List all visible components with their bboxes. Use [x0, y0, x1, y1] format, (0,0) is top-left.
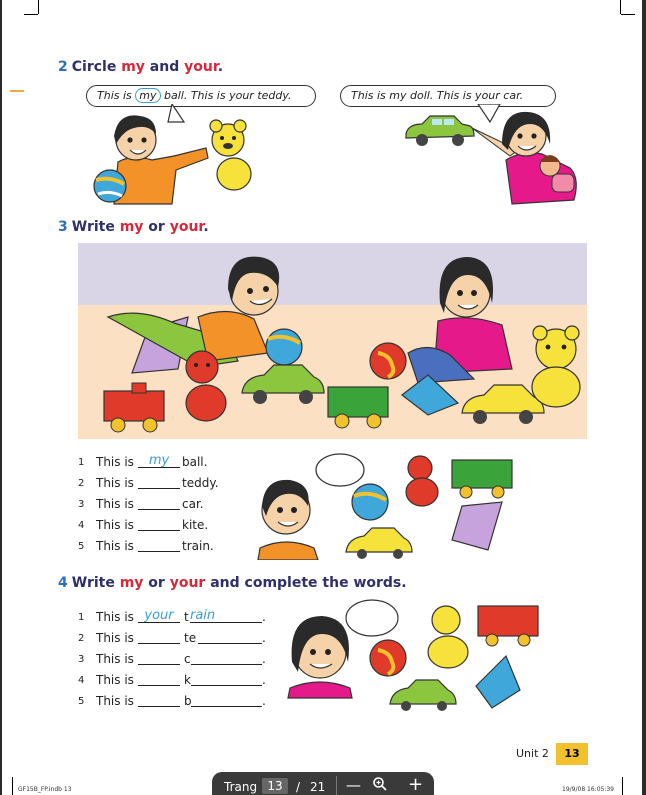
print-slug-file: GF15B_FP.indb 13 — [18, 786, 72, 793]
item-number: 4 — [78, 520, 85, 531]
teddy-icon — [210, 120, 251, 190]
item-number: 1 — [78, 457, 85, 468]
crop-mark — [38, 0, 39, 14]
crop-mark — [24, 14, 38, 15]
exercise-number: 2 — [58, 59, 68, 75]
title-text: or — [143, 219, 170, 235]
item-number: 4 — [78, 675, 85, 686]
print-slug-date: 19/9/08 16:05:39 — [562, 786, 614, 793]
exercise-3-sentences — [78, 455, 248, 565]
exercise-4-title — [58, 575, 407, 591]
ball-icon — [370, 343, 406, 379]
thought-bubble-icon — [346, 600, 398, 636]
total-pages: 21 — [310, 780, 326, 794]
girl-with-car-and-doll-illustration — [402, 104, 592, 208]
keyword-your: your — [184, 59, 218, 75]
sentence-stem: This is — [96, 673, 134, 687]
item-number: 2 — [78, 478, 85, 489]
bubble-text: This is — [97, 89, 136, 102]
sentence-stem: This is — [96, 652, 134, 666]
sentence-word: ball. — [182, 455, 208, 469]
toolbar-divider — [336, 776, 337, 795]
current-page-input[interactable]: 13 — [262, 778, 288, 794]
girl-thinking-about-toys-illustration — [280, 598, 550, 724]
title-text: or — [143, 575, 170, 591]
keyword-your: your — [169, 575, 206, 591]
sentence-word: car. — [182, 497, 204, 511]
word-start-letter: b — [184, 694, 192, 708]
answer-blank[interactable] — [138, 497, 180, 510]
unit-label: Unit 2 — [516, 747, 549, 760]
title-text: . — [217, 59, 224, 75]
answer-blank[interactable] — [138, 539, 180, 552]
car-icon — [346, 528, 412, 559]
children-with-toys-scene — [78, 243, 587, 439]
sentence-end: . — [262, 631, 266, 645]
page-separator: / — [296, 780, 301, 794]
title-text: and complete the words. — [205, 575, 407, 591]
item-number: 1 — [78, 612, 85, 623]
crop-mark — [620, 0, 621, 14]
answer-blank[interactable] — [138, 694, 180, 707]
sentence-stem: This is — [96, 539, 134, 553]
word-start-letter: k — [184, 673, 191, 687]
sentence-end: . — [262, 673, 266, 687]
page-label: Trang — [224, 780, 258, 794]
sentence-end: . — [262, 694, 266, 708]
crop-mark — [621, 14, 635, 15]
kite-icon — [452, 502, 502, 550]
ball-icon — [352, 484, 388, 520]
train-icon — [452, 460, 512, 498]
teddy-icon — [406, 456, 438, 506]
keyword-my: my — [119, 575, 144, 591]
keyword-my: my — [119, 219, 144, 235]
exercise-3-title — [58, 219, 209, 235]
circled-word: my — [135, 88, 160, 103]
sentence-stem: This is — [96, 610, 134, 624]
filled-completion: rain — [190, 608, 216, 623]
filled-answer: your — [144, 608, 174, 623]
sentence-stem: This is — [96, 455, 134, 469]
word-start-letter: te — [184, 631, 197, 645]
sentence-end: . — [262, 610, 266, 624]
zoom-out-button[interactable]: — — [346, 776, 361, 794]
word-blank[interactable] — [198, 631, 262, 644]
page-navigation-toolbar — [212, 772, 434, 795]
item-number: 5 — [78, 541, 85, 552]
sentence-stem: This is — [96, 497, 134, 511]
sentence-stem: This is — [96, 518, 134, 532]
textbook-page — [2, 0, 642, 795]
keyword-my: my — [121, 59, 145, 75]
bubble-pointer — [168, 104, 184, 122]
page-number-badge: 13 — [556, 743, 588, 765]
word-start-letter: c — [184, 652, 191, 666]
answer-blank[interactable] — [138, 673, 180, 686]
title-text: Circle — [71, 59, 122, 75]
item-number: 2 — [78, 633, 85, 644]
answer-blank[interactable] — [138, 476, 180, 489]
title-text: and — [144, 59, 185, 75]
exercise-number: 3 — [58, 219, 68, 235]
exercise-number: 4 — [58, 575, 68, 591]
thought-bubble-icon — [316, 454, 364, 486]
sentence-word: teddy. — [182, 476, 219, 490]
car-icon — [390, 680, 456, 711]
filled-answer: my — [148, 453, 170, 468]
answer-blank[interactable] — [138, 652, 180, 665]
keyword-your: your — [169, 219, 204, 235]
bubble-text: This is my doll. This is your car. — [351, 89, 524, 102]
zoom-magnifier-icon[interactable] — [372, 776, 388, 795]
kite-icon — [476, 656, 520, 708]
word-blank[interactable] — [191, 652, 262, 665]
sentence-stem: This is — [96, 631, 134, 645]
exercise-4-sentences — [78, 610, 278, 720]
sentence-stem: This is — [96, 694, 134, 708]
train-icon — [478, 606, 538, 646]
zoom-in-button[interactable]: + — [408, 774, 424, 795]
crop-mark — [622, 777, 623, 795]
bubble-text: ball. This is your teddy. — [160, 89, 292, 102]
crop-mark — [12, 777, 13, 795]
item-number: 3 — [78, 499, 85, 510]
sentence-stem: This is — [96, 476, 134, 490]
boy-thinking-about-toys-illustration — [252, 450, 522, 560]
ball-icon — [370, 640, 406, 676]
sentence-word: train. — [182, 539, 214, 553]
word-blank[interactable] — [191, 673, 262, 686]
answer-blank[interactable] — [138, 518, 180, 531]
item-number: 5 — [78, 696, 85, 707]
margin-marker — [10, 90, 24, 92]
sentence-end: . — [262, 652, 266, 666]
car-icon — [406, 116, 474, 146]
exercise-2-title — [58, 59, 223, 75]
word-start-letter: t — [184, 610, 189, 624]
title-text: . — [203, 219, 209, 235]
item-number: 3 — [78, 654, 85, 665]
teddy-icon — [428, 606, 468, 668]
sentence-word: kite. — [182, 518, 209, 532]
answer-blank[interactable] — [138, 631, 180, 644]
title-text: Write — [71, 575, 120, 591]
word-blank[interactable] — [191, 694, 262, 707]
boy-with-ball-and-teddy-illustration — [88, 104, 258, 208]
title-text: Write — [71, 219, 120, 235]
ball-icon — [266, 329, 302, 365]
bubble-pointer — [478, 104, 500, 122]
